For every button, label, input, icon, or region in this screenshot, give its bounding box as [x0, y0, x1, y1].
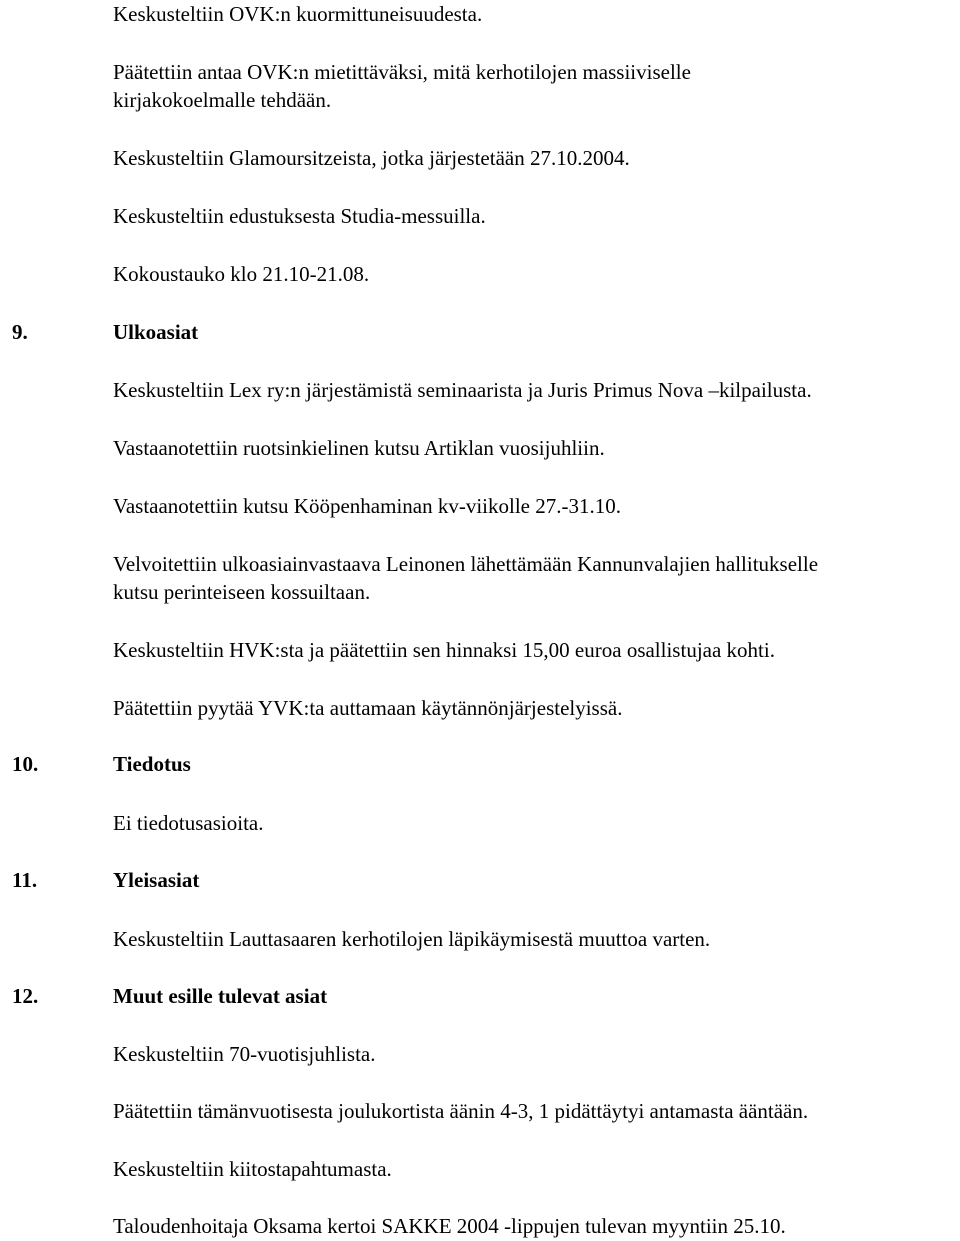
- paragraph: Vastaanotettiin ruotsinkielinen kutsu Artiklan vuosijuhliin.: [113, 436, 605, 460]
- paragraph: Päätettiin antaa OVK:n mietittäväksi, mitä kerhotilojen massiiviselle: [113, 60, 691, 84]
- paragraph: Keskusteltiin OVK:n kuormittuneisuudesta.: [113, 2, 483, 26]
- section-title: Muut esille tulevat asiat: [113, 984, 328, 1008]
- paragraph: Ei tiedotusasioita.: [113, 811, 264, 835]
- section-title: Yleisasiat: [113, 868, 200, 892]
- section-title: Ulkoasiat: [113, 320, 199, 344]
- section-number: 11.: [12, 868, 38, 892]
- paragraph: Keskusteltiin edustuksesta Studia-messuilla.: [113, 204, 486, 228]
- paragraph: Päätettiin tämänvuotisesta joulukortista äänin 4-3, 1 pidättäytyi antamasta ääntään.: [113, 1099, 809, 1123]
- paragraph: Päätettiin pyytää YVK:ta auttamaan käytännönjärjestelyissä.: [113, 696, 623, 720]
- paragraph: Keskusteltiin Lex ry:n järjestämistä seminaarista ja Juris Primus Nova –kilpailusta.: [113, 378, 812, 402]
- paragraph: kirjakokoelmalle tehdään.: [113, 88, 332, 112]
- paragraph: Vastaanotettiin kutsu Kööpenhaminan kv-viikolle 27.-31.10.: [113, 494, 621, 518]
- paragraph: Kokoustauko klo 21.10-21.08.: [113, 262, 370, 286]
- paragraph: Keskusteltiin Lauttasaaren kerhotilojen läpikäymisestä muuttoa varten.: [113, 927, 711, 951]
- paragraph: Keskusteltiin Glamoursitzeista, jotka järjestetään 27.10.2004.: [113, 146, 630, 170]
- paragraph: kutsu perinteiseen kossuiltaan.: [113, 580, 371, 604]
- paragraph: Taloudenhoitaja Oksama kertoi SAKKE 2004 -lippujen tulevan myyntiin 25.10.: [113, 1214, 786, 1238]
- section-number: 12.: [12, 984, 39, 1008]
- paragraph: Keskusteltiin HVK:sta ja päätettiin sen hinnaksi 15,00 euroa osallistujaa kohti.: [113, 638, 775, 662]
- section-number: 9.: [12, 320, 28, 344]
- paragraph: Velvoitettiin ulkoasiainvastaava Leinonen lähettämään Kannunvalajien hallitukselle: [113, 552, 819, 576]
- section-number: 10.: [12, 752, 39, 776]
- section-title: Tiedotus: [113, 752, 191, 776]
- paragraph: Keskusteltiin 70-vuotisjuhlista.: [113, 1042, 376, 1066]
- paragraph: Keskusteltiin kiitostapahtumasta.: [113, 1157, 392, 1181]
